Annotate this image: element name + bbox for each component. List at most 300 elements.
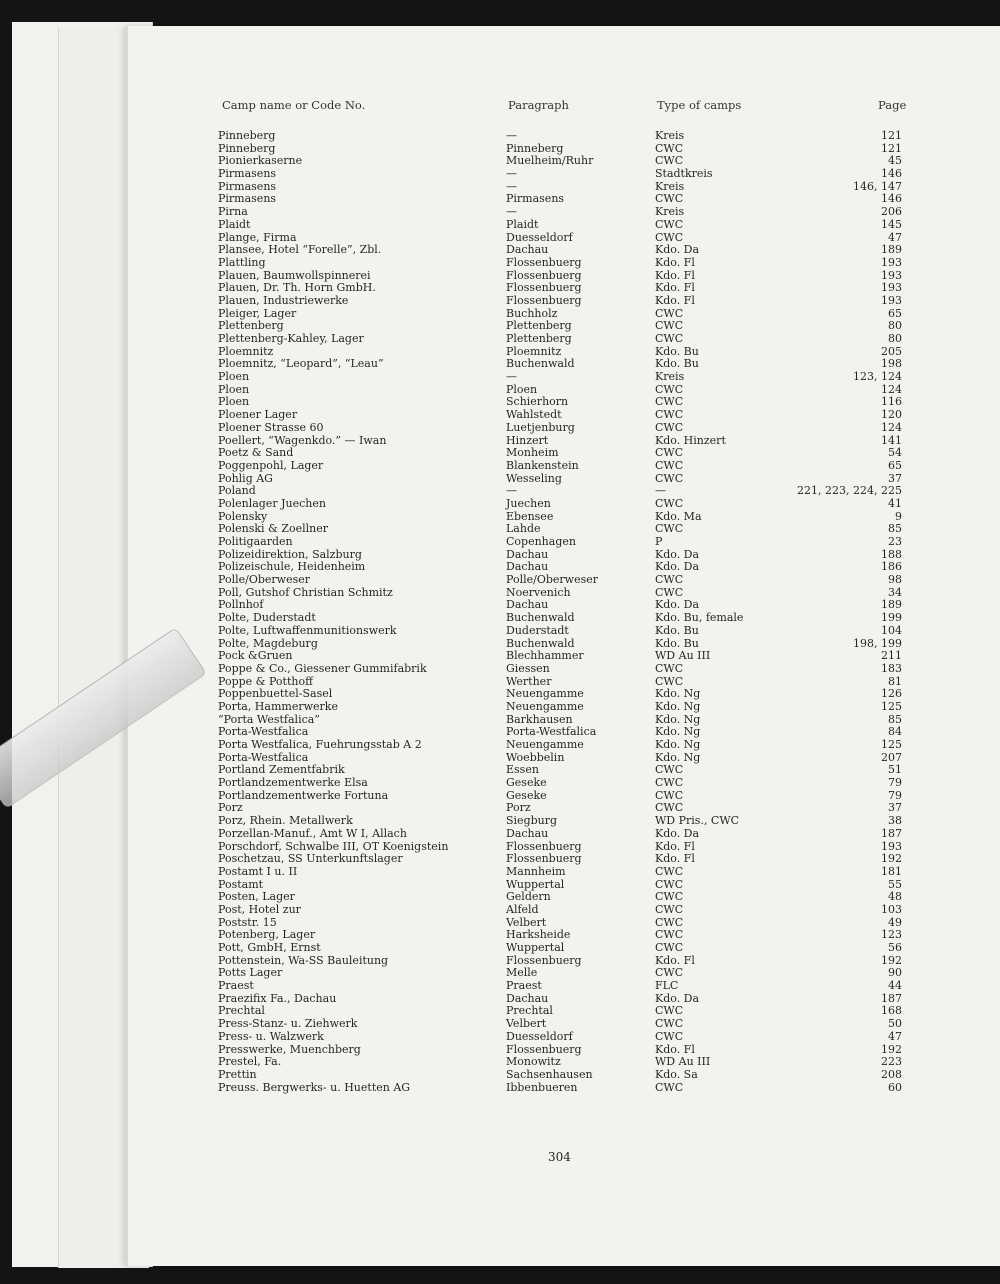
- cell-page: 47: [888, 1029, 902, 1043]
- cell-type: CWC: [655, 915, 684, 929]
- cell-paragraph: Noervenich: [506, 585, 571, 599]
- cell-type: Kreis: [655, 179, 685, 193]
- cell-paragraph: Juechen: [506, 496, 551, 510]
- cell-type: CWC: [655, 928, 684, 942]
- table-row: [0, 219, 1000, 232]
- cell-type: —: [655, 484, 666, 498]
- cell-camp: Plauen, Baumwollspinnerei: [218, 268, 371, 282]
- cell-type: CWC: [655, 890, 684, 904]
- cell-camp: “Porta Westfalica”: [218, 712, 320, 726]
- cell-page: 125: [881, 738, 902, 751]
- table-row: [0, 841, 1000, 854]
- cell-camp: Prechtal: [218, 1004, 265, 1018]
- table-row: [0, 917, 1000, 930]
- cell-type: CWC: [655, 319, 684, 333]
- cell-page: 47: [888, 230, 902, 244]
- table-row: [0, 853, 1000, 866]
- table-row: [0, 523, 1000, 536]
- cell-type: CWC: [655, 141, 684, 155]
- cell-page: 80: [888, 319, 902, 333]
- cell-camp: Polte, Luftwaffenmunitionswerk: [218, 623, 397, 637]
- cell-paragraph: Neuengamme: [506, 687, 584, 701]
- cell-camp: Politigaarden: [218, 535, 293, 548]
- header-paragraph: Paragraph: [508, 98, 569, 112]
- cell-page: 193: [881, 255, 902, 269]
- table-row: [0, 739, 1000, 752]
- cell-type: CWC: [655, 446, 684, 460]
- cell-paragraph: Monowitz: [506, 1055, 561, 1069]
- cell-type: Kreis: [655, 370, 685, 384]
- cell-camp: Polensky: [218, 509, 268, 523]
- cell-paragraph: Wesseling: [506, 471, 562, 485]
- cell-paragraph: Plettenberg: [506, 319, 572, 333]
- cell-page: 79: [888, 788, 902, 802]
- cell-type: CWC: [655, 573, 684, 587]
- table-row: [0, 650, 1000, 663]
- cell-type: CWC: [655, 420, 684, 434]
- cell-paragraph: Pinneberg: [506, 141, 564, 155]
- cell-page: 124: [881, 382, 902, 396]
- cell-camp: Poschetzau, SS Unterkunftslager: [218, 852, 403, 866]
- cell-paragraph: Mannheim: [506, 864, 566, 878]
- cell-camp: Polizeischule, Heidenheim: [218, 560, 366, 574]
- cell-type: Kdo. Hinzert: [655, 433, 726, 447]
- cell-camp: Praezifix Fa., Dachau: [218, 991, 337, 1005]
- cell-type: Kdo. Fl: [655, 839, 695, 853]
- cell-type: CWC: [655, 408, 684, 422]
- cell-page: 85: [888, 712, 902, 726]
- table-row: [0, 358, 1000, 371]
- cell-paragraph: Geseke: [506, 788, 547, 802]
- cell-type: Kdo. Da: [655, 547, 700, 561]
- cell-type: CWC: [655, 902, 684, 916]
- table-row: [0, 181, 1000, 194]
- table-row: [0, 498, 1000, 511]
- cell-type: CWC: [655, 877, 684, 891]
- cell-paragraph: Prechtal: [506, 1004, 553, 1018]
- table-row: [0, 777, 1000, 790]
- cell-camp: Ploemnitz, “Leopard”, “Leau”: [218, 357, 384, 371]
- cell-type: CWC: [655, 154, 684, 168]
- table-row: [0, 599, 1000, 612]
- table-row: [0, 282, 1000, 295]
- cell-camp: Poetz & Sand: [218, 446, 294, 460]
- cell-page: 189: [881, 243, 902, 257]
- cell-paragraph: Duderstadt: [506, 623, 569, 637]
- cell-page: 192: [881, 1042, 902, 1056]
- table-row: [0, 587, 1000, 600]
- table-row: [0, 561, 1000, 574]
- cell-page: 65: [888, 306, 902, 320]
- cell-paragraph: Sachsenhausen: [506, 1067, 593, 1081]
- cell-paragraph: Flossenbuerg: [506, 293, 582, 307]
- table-body: [0, 130, 1000, 1094]
- cell-camp: Postamt: [218, 877, 264, 891]
- table-row: [0, 1044, 1000, 1057]
- table-row: [0, 891, 1000, 904]
- cell-camp: Plettenberg: [218, 319, 284, 333]
- table-row: [0, 320, 1000, 333]
- cell-type: Kdo. Fl: [655, 255, 695, 269]
- cell-paragraph: Dachau: [506, 598, 549, 612]
- cell-paragraph: Plaidt: [506, 217, 539, 231]
- cell-page: 123, 124: [853, 370, 902, 384]
- cell-paragraph: Siegburg: [506, 814, 558, 828]
- cell-paragraph: —: [506, 129, 517, 142]
- cell-camp: Porta, Hammerwerke: [218, 699, 338, 713]
- table-row: [0, 536, 1000, 549]
- table-row: [0, 574, 1000, 587]
- table-row: [0, 688, 1000, 701]
- cell-type: Stadtkreis: [655, 167, 713, 181]
- cell-page: 187: [881, 991, 902, 1005]
- table-row: [0, 638, 1000, 651]
- cell-type: Kdo. Ng: [655, 687, 701, 701]
- cell-camp: Polte, Duderstadt: [218, 611, 316, 625]
- cell-type: Kdo. Da: [655, 560, 700, 574]
- cell-page: 205: [881, 344, 902, 358]
- cell-page: 193: [881, 268, 902, 282]
- table-row: [0, 371, 1000, 384]
- cell-paragraph: Wuppertal: [506, 941, 565, 954]
- cell-camp: Plettenberg-Kahley, Lager: [218, 332, 364, 345]
- cell-type: WD Pris., CWC: [655, 814, 740, 828]
- cell-type: CWC: [655, 801, 684, 815]
- cell-type: CWC: [655, 1029, 684, 1043]
- table-row: [0, 866, 1000, 879]
- cell-camp: Prettin: [218, 1067, 257, 1081]
- cell-paragraph: —: [506, 370, 517, 384]
- cell-type: Kdo. Da: [655, 991, 700, 1005]
- cell-page: 146: [881, 167, 902, 181]
- table-row: [0, 384, 1000, 397]
- cell-page: 79: [888, 776, 902, 790]
- cell-camp: Potts Lager: [218, 966, 283, 980]
- cell-camp: Porta-Westfalica: [218, 725, 309, 739]
- cell-page: 145: [881, 217, 902, 231]
- cell-paragraph: Giessen: [506, 661, 550, 675]
- cell-page: 48: [888, 890, 902, 904]
- cell-camp: Porta-Westfalica: [218, 750, 309, 764]
- cell-page: 85: [888, 522, 902, 536]
- cell-paragraph: Polle/Oberweser: [506, 573, 598, 587]
- cell-type: CWC: [655, 788, 684, 802]
- cell-paragraph: Blankenstein: [506, 458, 579, 472]
- table-row: [0, 676, 1000, 689]
- table-row: [0, 764, 1000, 777]
- cell-page: 37: [888, 471, 902, 485]
- cell-camp: Polenlager Juechen: [218, 496, 326, 510]
- cell-camp: Potenberg, Lager: [218, 928, 316, 942]
- table-row: [0, 1082, 1000, 1095]
- table-row: [0, 752, 1000, 765]
- cell-paragraph: —: [506, 205, 517, 219]
- cell-page: 23: [888, 535, 902, 548]
- cell-camp: Plansee, Hotel “Forelle”, Zbl.: [218, 243, 382, 257]
- cell-page: 198: [881, 357, 902, 371]
- table-row: [0, 904, 1000, 917]
- cell-type: CWC: [655, 661, 684, 675]
- cell-page: 141: [881, 433, 902, 447]
- cell-camp: Polenski & Zoellner: [218, 522, 328, 536]
- table-row: [0, 879, 1000, 892]
- cell-page: 120: [881, 408, 902, 422]
- cell-paragraph: —: [506, 484, 517, 498]
- cell-type: CWC: [655, 1080, 684, 1094]
- cell-type: CWC: [655, 763, 684, 777]
- cell-camp: Presswerke, Muenchberg: [218, 1042, 361, 1056]
- cell-paragraph: Flossenbuerg: [506, 268, 582, 282]
- page-number: 304: [548, 1150, 571, 1164]
- cell-paragraph: Dachau: [506, 560, 549, 574]
- table-row: [0, 447, 1000, 460]
- cell-paragraph: —: [506, 179, 517, 193]
- cell-paragraph: Lahde: [506, 522, 541, 536]
- table-row: [0, 460, 1000, 473]
- table-row: [0, 1031, 1000, 1044]
- cell-paragraph: Barkhausen: [506, 712, 573, 726]
- cell-camp: Poststr. 15: [218, 915, 277, 929]
- cell-page: 192: [881, 852, 902, 866]
- cell-camp: Pinneberg: [218, 129, 276, 142]
- cell-page: 98: [888, 573, 902, 587]
- cell-paragraph: Wuppertal: [506, 877, 565, 891]
- cell-camp: Poll, Gutshof Christian Schmitz: [218, 585, 393, 599]
- cell-camp: Porzellan-Manuf., Amt W I, Allach: [218, 826, 407, 840]
- cell-type: Kdo. Da: [655, 598, 700, 612]
- cell-camp: Pinneberg: [218, 141, 276, 155]
- cell-camp: Plattling: [218, 255, 266, 269]
- cell-paragraph: Duesseldorf: [506, 1029, 573, 1043]
- cell-page: 56: [888, 941, 902, 954]
- cell-type: FLC: [655, 979, 679, 993]
- cell-type: CWC: [655, 458, 684, 472]
- table-row: [0, 612, 1000, 625]
- table-row: [0, 257, 1000, 270]
- cell-camp: Polizeidirektion, Salzburg: [218, 547, 362, 561]
- cell-camp: Poppe & Co., Giessener Gummifabrik: [218, 661, 427, 675]
- cell-paragraph: —: [506, 167, 517, 181]
- cell-page: 189: [881, 598, 902, 612]
- cell-type: WD Au III: [655, 649, 711, 663]
- cell-page: 207: [881, 750, 902, 764]
- table-row: [0, 549, 1000, 562]
- cell-paragraph: Duesseldorf: [506, 230, 573, 244]
- cell-type: CWC: [655, 776, 684, 790]
- table-row: [0, 206, 1000, 219]
- cell-camp: Porz: [218, 801, 243, 815]
- cell-paragraph: Harksheide: [506, 928, 571, 942]
- table-row: [0, 485, 1000, 498]
- cell-paragraph: Luetjenburg: [506, 420, 575, 434]
- cell-page: 54: [888, 446, 902, 460]
- cell-paragraph: Wahlstedt: [506, 408, 562, 422]
- table-row: [0, 1005, 1000, 1018]
- cell-type: Kdo. Da: [655, 826, 700, 840]
- table-row: [0, 1056, 1000, 1069]
- cell-type: Kreis: [655, 205, 685, 219]
- cell-type: Kdo. Fl: [655, 953, 695, 967]
- cell-camp: Pionierkaserne: [218, 154, 303, 168]
- table-row: [0, 929, 1000, 942]
- cell-paragraph: Porta-Westfalica: [506, 725, 597, 739]
- cell-camp: Portlandzementwerke Fortuna: [218, 788, 389, 802]
- cell-type: CWC: [655, 864, 684, 878]
- cell-page: 221, 223, 224, 225: [797, 484, 902, 498]
- cell-camp: Poppe & Potthoff: [218, 674, 313, 688]
- cell-type: Kdo. Bu: [655, 623, 699, 637]
- cell-page: 80: [888, 332, 902, 345]
- cell-camp: Poggenpohl, Lager: [218, 458, 324, 472]
- table-row: [0, 714, 1000, 727]
- cell-paragraph: Alfeld: [506, 902, 539, 916]
- cell-page: 121: [881, 141, 902, 155]
- table-row: [0, 663, 1000, 676]
- cell-page: 44: [888, 979, 902, 993]
- cell-type: Kdo. Ng: [655, 738, 701, 751]
- cell-paragraph: Geseke: [506, 776, 547, 790]
- table-row: [0, 193, 1000, 206]
- cell-camp: Praest: [218, 979, 254, 993]
- cell-paragraph: Ploen: [506, 382, 538, 396]
- cell-camp: Porta Westfalica, Fuehrungsstab A 2: [218, 738, 422, 751]
- cell-paragraph: Ploemnitz: [506, 344, 562, 358]
- table-row: [0, 790, 1000, 803]
- cell-paragraph: Copenhagen: [506, 535, 576, 548]
- cell-paragraph: Flossenbuerg: [506, 1042, 582, 1056]
- cell-type: CWC: [655, 966, 684, 980]
- cell-page: 126: [881, 687, 902, 701]
- cell-paragraph: Schierhorn: [506, 395, 569, 409]
- cell-type: Kreis: [655, 129, 685, 142]
- cell-page: 121: [881, 129, 902, 142]
- table-row: [0, 511, 1000, 524]
- cell-page: 198, 199: [853, 636, 902, 650]
- cell-page: 187: [881, 826, 902, 840]
- table-row: [0, 270, 1000, 283]
- cell-paragraph: Dachau: [506, 243, 549, 257]
- table-row: [0, 1018, 1000, 1031]
- cell-camp: Poellert, “Wagenkdo.” — Iwan: [218, 433, 387, 447]
- cell-page: 199: [881, 611, 902, 625]
- cell-paragraph: Flossenbuerg: [506, 839, 582, 853]
- cell-camp: Porschdorf, Schwalbe III, OT Koenigstein: [218, 839, 449, 853]
- cell-camp: Press- u. Walzwerk: [218, 1029, 324, 1043]
- cell-type: CWC: [655, 382, 684, 396]
- cell-type: Kdo. Fl: [655, 268, 695, 282]
- cell-paragraph: Werther: [506, 674, 552, 688]
- table-row: [0, 308, 1000, 321]
- cell-type: Kdo. Fl: [655, 1042, 695, 1056]
- table-row: [0, 168, 1000, 181]
- cell-camp: Pirmasens: [218, 192, 277, 206]
- cell-page: 34: [888, 585, 902, 599]
- cell-page: 116: [881, 395, 902, 409]
- cell-camp: Plange, Firma: [218, 230, 297, 244]
- cell-page: 103: [881, 902, 902, 916]
- cell-type: CWC: [655, 332, 684, 345]
- cell-paragraph: Buchholz: [506, 306, 558, 320]
- table-row: [0, 422, 1000, 435]
- table-row: [0, 815, 1000, 828]
- cell-page: 211: [881, 649, 902, 663]
- cell-type: CWC: [655, 306, 684, 320]
- cell-paragraph: Neuengamme: [506, 738, 584, 751]
- cell-camp: Pirmasens: [218, 167, 277, 181]
- cell-page: 183: [881, 661, 902, 675]
- cell-page: 125: [881, 699, 902, 713]
- cell-paragraph: Buchenwald: [506, 357, 575, 371]
- cell-type: Kdo. Bu: [655, 357, 699, 371]
- cell-page: 37: [888, 801, 902, 815]
- cell-camp: Ploener Lager: [218, 408, 298, 422]
- cell-camp: Prestel, Fa.: [218, 1055, 282, 1069]
- cell-page: 104: [881, 623, 902, 637]
- table-row: [0, 980, 1000, 993]
- cell-page: 49: [888, 915, 902, 929]
- table-row: [0, 333, 1000, 346]
- cell-type: Kdo. Bu, female: [655, 611, 744, 625]
- cell-type: CWC: [655, 1004, 684, 1018]
- cell-camp: Preuss. Bergwerks- u. Huetten AG: [218, 1080, 411, 1094]
- cell-page: 193: [881, 281, 902, 295]
- cell-paragraph: Buchenwald: [506, 636, 575, 650]
- cell-paragraph: Flossenbuerg: [506, 953, 582, 967]
- cell-page: 146: [881, 192, 902, 206]
- cell-page: 223: [881, 1055, 902, 1069]
- cell-page: 41: [888, 496, 902, 510]
- cell-page: 193: [881, 839, 902, 853]
- cell-type: CWC: [655, 217, 684, 231]
- cell-paragraph: Hinzert: [506, 433, 549, 447]
- cell-type: CWC: [655, 1017, 684, 1031]
- cell-page: 45: [888, 154, 902, 168]
- cell-camp: Pirna: [218, 205, 248, 219]
- table-row: [0, 993, 1000, 1006]
- cell-camp: Pleiger, Lager: [218, 306, 297, 320]
- cell-type: Kdo. Ng: [655, 699, 701, 713]
- cell-camp: Pohlig AG: [218, 471, 273, 485]
- cell-camp: Ploen: [218, 382, 250, 396]
- table-row: [0, 942, 1000, 955]
- cell-type: CWC: [655, 471, 684, 485]
- cell-page: 186: [881, 560, 902, 574]
- cell-paragraph: Flossenbuerg: [506, 281, 582, 295]
- cell-type: CWC: [655, 941, 684, 954]
- cell-type: CWC: [655, 230, 684, 244]
- table-row: [0, 802, 1000, 815]
- cell-camp: Postamt I u. II: [218, 864, 298, 878]
- cell-page: 192: [881, 953, 902, 967]
- cell-camp: Pott, GmbH, Ernst: [218, 941, 321, 954]
- cell-camp: Plauen, Industriewerke: [218, 293, 349, 307]
- cell-camp: Pollnhof: [218, 598, 264, 612]
- header-type: Type of camps: [657, 98, 742, 112]
- cell-camp: Plaidt: [218, 217, 251, 231]
- cell-camp: Pock &Gruen: [218, 649, 293, 663]
- cell-type: Kdo. Ng: [655, 712, 701, 726]
- cell-paragraph: Geldern: [506, 890, 551, 904]
- table-row: [0, 143, 1000, 156]
- table-header: [0, 98, 1000, 116]
- cell-type: Kdo. Fl: [655, 852, 695, 866]
- cell-type: P: [655, 535, 663, 548]
- table-row: [0, 232, 1000, 245]
- cell-camp: Pirmasens: [218, 179, 277, 193]
- cell-camp: Portlandzementwerke Elsa: [218, 776, 368, 790]
- cell-paragraph: Buchenwald: [506, 611, 575, 625]
- cell-camp: Portland Zementfabrik: [218, 763, 345, 777]
